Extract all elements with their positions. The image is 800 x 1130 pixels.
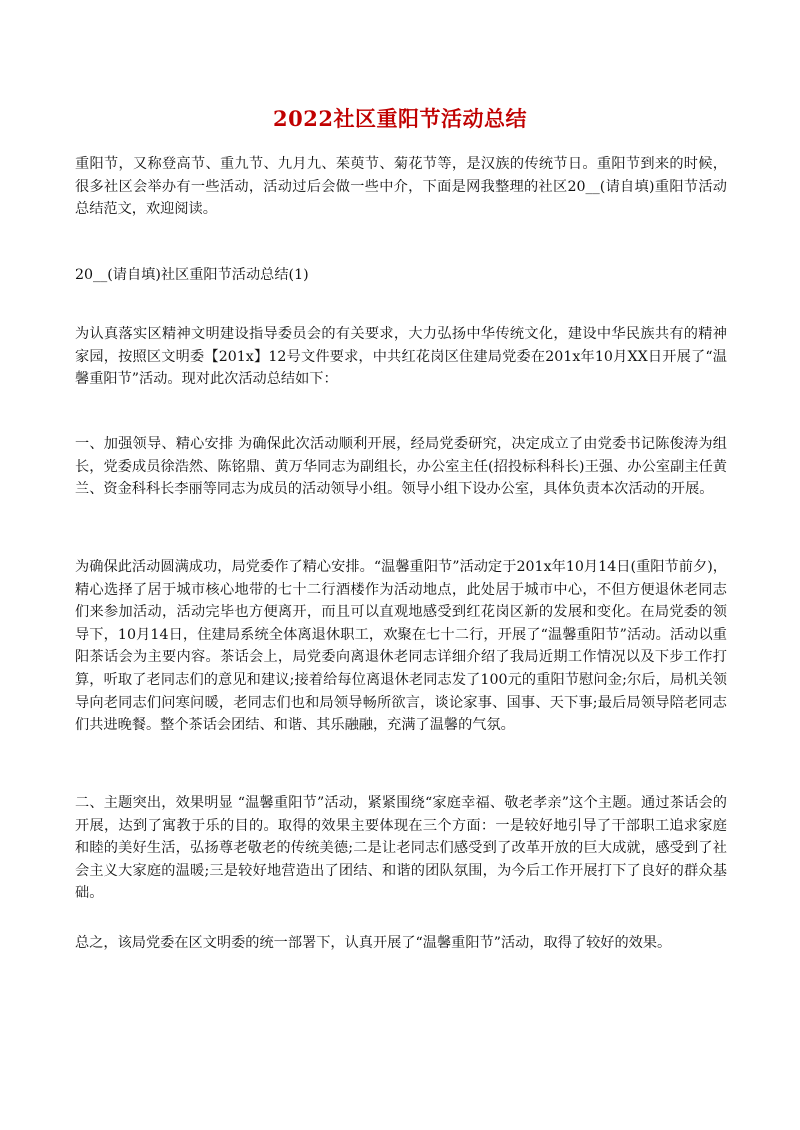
- section-heading: 20__(请自填)社区重阳节活动总结(1): [75, 267, 309, 283]
- intro-paragraph: 重阳节，又称登高节、重九节、九月九、茱萸节、菊花节等，是汉族的传统节日。重阳节到来的时候，很多社区会举办有一些活动，活动过后会做一些中介，下面是网我整理的社区20__(请自填)重阳节活动总结范文，欢迎阅读。: [75, 156, 727, 218]
- body-paragraph: 二、主题突出，效果明显 “温馨重阳节”活动，紧紧围绕“家庭幸福、敬老孝亲”这个主题。通过茶话会的开展，达到了寓教于乐的目的。取得的效果主要体现在三个方面：一是较好地引导了干部职工追求家庭和睦的美好生活，弘扬尊老敬老的传统美德;二是让老同志们感受到了改革开放的巨大成就，感受到了社会主义大家庭的温暖;三是较好地营造出了团结、和谐的团队氛围，为今后工作开展打下了良好的群众基础。: [75, 795, 727, 902]
- body-paragraph: 为认真落实区精神文明建设指导委员会的有关要求，大力弘扬中华传统文化，建设中华民族共有的精神家园，按照区文明委【201x】12号文件要求，中共红花岗区住建局党委在201x年10月XX日开展了“温馨重阳节”活动。现对此次活动总结如下：: [75, 326, 727, 388]
- body-paragraph: 一、加强领导、精心安排 为确保此次活动顺利开展，经局党委研究，决定成立了由党委书记陈俊涛为组长，党委成员徐浩然、陈铭鼎、黄万华同志为副组长，办公室主任(招投标科科长)王强、办公室副主任黄兰、资金科科长李丽等同志为成员的活动领导小组。领导小组下设办公室，具体负责本次活动的开展。: [75, 436, 727, 498]
- conclusion-paragraph: 总之，该局党委在区文明委的统一部署下，认真开展了“温馨重阳节”活动，取得了较好的效果。: [75, 935, 672, 951]
- document-title: 2022社区重阳节活动总结: [273, 106, 527, 131]
- body-paragraph: 为确保此活动圆满成功，局党委作了精心安排。“温馨重阳节”活动定于201x年10月14日(重阳节前夕)，精心选择了居于城市核心地带的七十二行酒楼作为活动地点，此处居于城市中心，不但方便退休老同志们来参加活动，活动完毕也方便离开，而且可以直观地感受到红花岗区新的发展和变化。在局党委的领导下，10月14日，住建局系统全体离退休职工，欢聚在七十二行，开展了“温馨重阳节”活动。活动以重阳茶话会为主要内容。茶话会上，局党委向离退休老同志详细介绍了我局近期工作情况以及下步工作打算，听取了老同志们的意见和建议;接着给每位离退休老同志发了100元的重阳节慰问金;尔后，局机关领导向老同志们问寒问暖，老同志们也和局领导畅所欲言，谈论家事、国事、天下事;最后局领导陪老同志们共进晚餐。整个茶话会团结、和谐、其乐融融，充满了温馨的气氛。: [75, 559, 727, 734]
